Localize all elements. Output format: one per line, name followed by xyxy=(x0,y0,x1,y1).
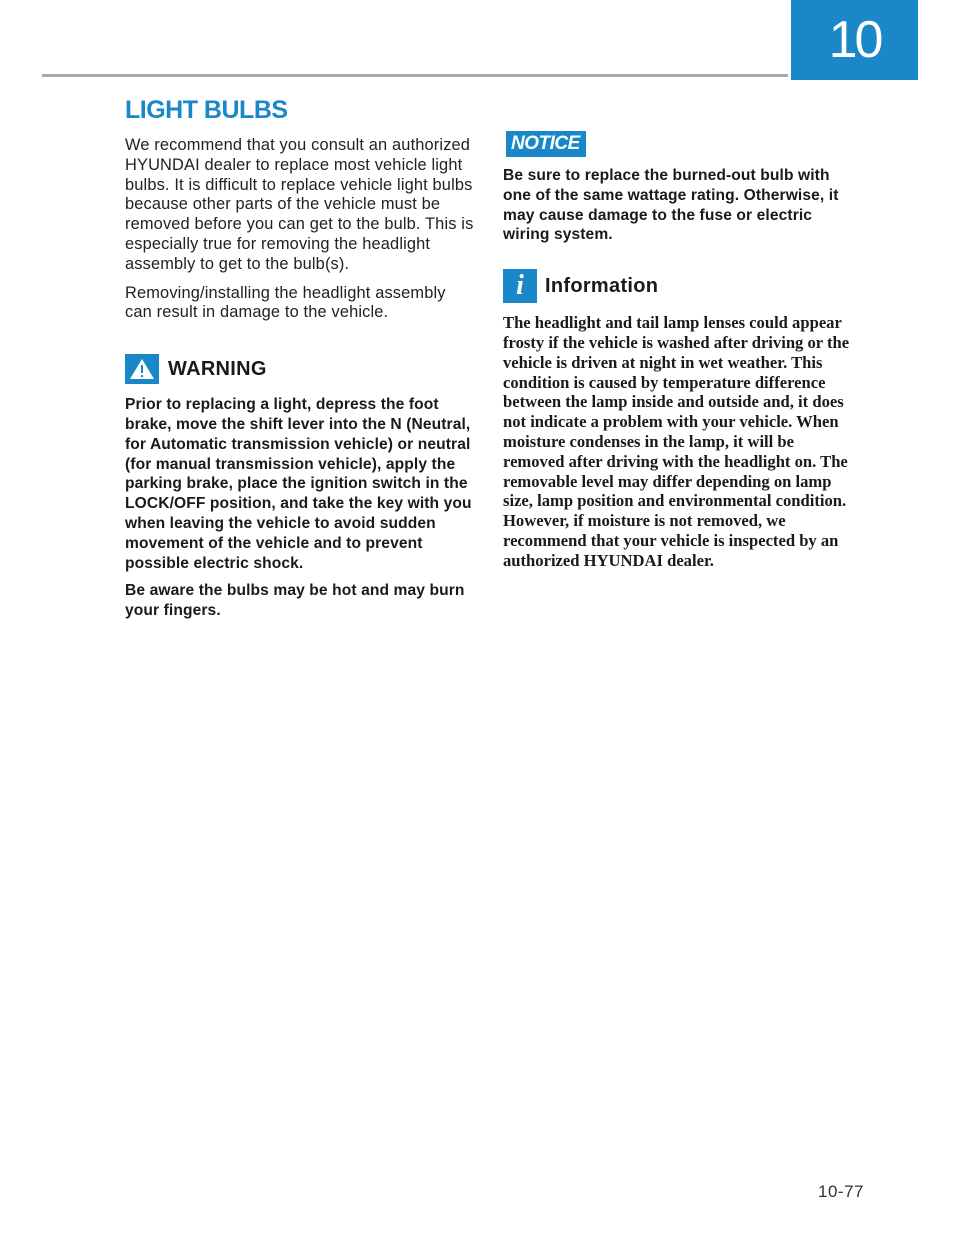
warning-title: WARNING xyxy=(168,357,267,380)
header-rule xyxy=(42,74,788,77)
notice-text: Be sure to replace the burned-out bulb with one of the same wattage rating. Otherwise, it may cause damage to the fuse or electric wiring system. xyxy=(503,167,839,244)
information-header xyxy=(503,269,853,303)
warning-paragraph-1: Prior to replacing a light, depress the foot brake, move the shift lever into the N (Neutral, for Automatic transmission vehicle) or neutral (for manual transmission vehicle), apply the parking brake, place the ignition switch in the LOCK/OFF position, and take the key with you when leaving the vehicle to avoid sudden movement of the vehicle and to prevent possible electric shock. xyxy=(125,396,472,572)
warning-triangle-icon xyxy=(125,354,159,384)
page-number: 10-77 xyxy=(818,1182,864,1201)
warning-paragraph-2: Be aware the bulbs may be hot and may burn your fingers. xyxy=(125,582,465,620)
right-column xyxy=(503,133,853,571)
intro-paragraph-1: We recommend that you consult an authorized HYUNDAI dealer to replace most vehicle light bulbs. It is difficult to replace vehicle light bulbs because other parts of the vehicle must be removed before you can get to the bulb. This is especially true for removing the headlight assembly to get to the bulb(s). xyxy=(125,136,474,273)
warning-header xyxy=(125,354,475,384)
notice-badge: NOTICE xyxy=(506,131,586,157)
section-title: LIGHT BULBS xyxy=(125,96,288,124)
left-column xyxy=(125,136,475,629)
information-title: Information xyxy=(545,274,659,297)
chapter-tab: 10 xyxy=(791,0,918,80)
intro-paragraph-2: Removing/installing the headlight assembly can result in damage to the vehicle. xyxy=(125,283,446,322)
information-icon: i xyxy=(503,269,537,303)
information-text: The headlight and tail lamp lenses could appear frosty if the vehicle is washed after driving or the vehicle is driven at night in wet weather. This condition is caused by temperature difference between the lamp inside and outside and, it does not indicate a problem with your vehicle. When moisture condenses in the lamp, it will be removed after driving with the headlight on. The removable level may differ depending on lamp size, lamp position and environmental condition. However, if moisture is not removed, we recommend that your vehicle is inspected by an authorized HYUNDAI dealer. xyxy=(503,313,850,570)
